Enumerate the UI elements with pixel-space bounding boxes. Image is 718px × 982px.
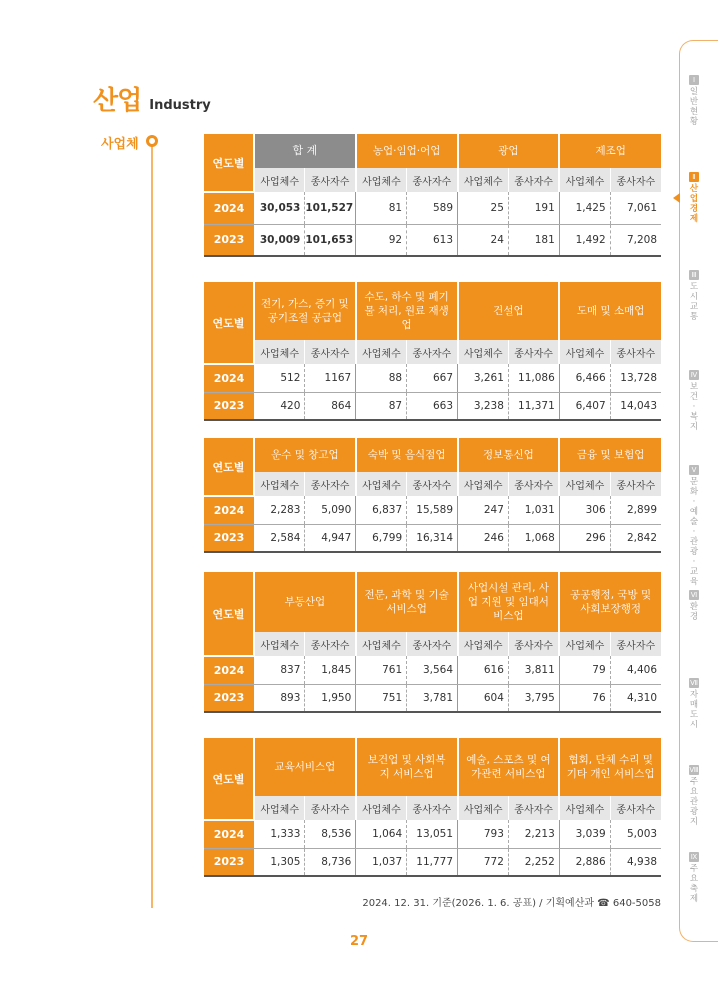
industry-category-header: 숙박 및 음식점업 [356, 438, 458, 472]
employee-count-cell: 3,781 [407, 684, 458, 712]
chapter-tab[interactable] [686, 75, 702, 127]
employee-count-header: 종사자수 [610, 168, 661, 192]
chapter-tab[interactable] [686, 270, 702, 322]
employee-count-header: 종사자수 [508, 168, 559, 192]
employee-count-cell: 181 [508, 224, 559, 256]
employee-count-cell: 1,068 [508, 524, 559, 552]
business-count-header: 사업체수 [458, 340, 509, 364]
employee-count-cell: 2,899 [610, 496, 661, 524]
table-row [204, 192, 661, 224]
table-row [204, 392, 661, 420]
industry-category-header: 운수 및 창고업 [254, 438, 356, 472]
business-count-header: 사업체수 [559, 168, 610, 192]
employee-count-cell: 667 [407, 364, 458, 392]
business-count-header: 사업체수 [254, 168, 305, 192]
business-count-cell: 3,261 [458, 364, 509, 392]
employee-count-cell: 11,371 [508, 392, 559, 420]
industry-category-header: 전기, 가스, 증기 및 공기조절 공급업 [254, 282, 356, 340]
chapter-number-badge: Ⅷ [689, 766, 699, 774]
business-count-cell: 24 [458, 224, 509, 256]
section-label: 사업체 [101, 137, 139, 152]
chapter-label: 자매도시 [689, 690, 699, 730]
page-title [93, 80, 211, 117]
industry-category-header: 금융 및 보험업 [559, 438, 661, 472]
employee-count-cell: 101,527 [305, 192, 356, 224]
business-count-header: 사업체수 [559, 472, 610, 496]
business-count-cell: 25 [458, 192, 509, 224]
chapter-label: 주요관광지 [689, 777, 699, 827]
year-cell: 2024 [204, 820, 254, 848]
industry-category-header: 수도, 하수 및 폐기물 처리, 원료 재생업 [356, 282, 458, 340]
employee-count-header: 종사자수 [407, 168, 458, 192]
employee-count-header: 종사자수 [508, 472, 559, 496]
chapter-label: 문화·예술·관광·교육 [689, 477, 699, 587]
business-count-cell: 3,238 [458, 392, 509, 420]
employee-count-cell: 4,406 [610, 656, 661, 684]
chapter-tab[interactable] [686, 590, 702, 622]
employee-count-header: 종사자수 [305, 168, 356, 192]
business-count-cell: 246 [458, 524, 509, 552]
employee-count-cell: 5,090 [305, 496, 356, 524]
industry-category-header: 광업 [458, 134, 560, 168]
stats-table [204, 282, 661, 421]
year-cell: 2024 [204, 192, 254, 224]
industry-category-header: 공공행정, 국방 및 사회보장행정 [559, 572, 661, 632]
business-count-header: 사업체수 [458, 168, 509, 192]
employee-count-header: 종사자수 [407, 632, 458, 656]
industry-category-header: 정보통신업 [458, 438, 560, 472]
chapter-tab[interactable] [686, 852, 702, 904]
table-row [204, 496, 661, 524]
year-header: 연도별 [204, 282, 254, 364]
business-count-cell: 92 [356, 224, 407, 256]
business-count-cell: 6,799 [356, 524, 407, 552]
stats-table [204, 738, 661, 877]
business-count-cell: 893 [254, 684, 305, 712]
business-count-cell: 2,886 [559, 848, 610, 876]
employee-count-cell: 1167 [305, 364, 356, 392]
business-count-cell: 30,053 [254, 192, 305, 224]
chapter-tab[interactable] [686, 465, 702, 587]
business-count-cell: 3,039 [559, 820, 610, 848]
industry-category-header: 교육서비스업 [254, 738, 356, 796]
employee-count-header: 종사자수 [305, 340, 356, 364]
employee-count-cell: 613 [407, 224, 458, 256]
business-count-cell: 1,037 [356, 848, 407, 876]
employee-count-cell: 1,950 [305, 684, 356, 712]
stats-table [204, 572, 661, 713]
business-count-cell: 761 [356, 656, 407, 684]
year-cell: 2023 [204, 224, 254, 256]
employee-count-cell: 1,845 [305, 656, 356, 684]
business-count-cell: 772 [458, 848, 509, 876]
employee-count-cell: 2,252 [508, 848, 559, 876]
business-count-cell: 88 [356, 364, 407, 392]
industry-category-header: 예술, 스포츠 및 여가관련 서비스업 [458, 738, 560, 796]
employee-count-cell: 7,208 [610, 224, 661, 256]
employee-count-header: 종사자수 [610, 796, 661, 820]
employee-count-cell: 16,314 [407, 524, 458, 552]
employee-count-cell: 191 [508, 192, 559, 224]
employee-count-cell: 3,795 [508, 684, 559, 712]
employee-count-cell: 663 [407, 392, 458, 420]
chapter-tab[interactable] [686, 370, 702, 432]
business-count-header: 사업체수 [356, 632, 407, 656]
employee-count-header: 종사자수 [508, 340, 559, 364]
business-count-cell: 81 [356, 192, 407, 224]
year-header: 연도별 [204, 572, 254, 656]
chapter-number-badge: Ⅳ [690, 371, 698, 379]
employee-count-header: 종사자수 [610, 632, 661, 656]
business-count-cell: 616 [458, 656, 509, 684]
industry-category-header: 제조업 [559, 134, 661, 168]
chapter-label: 환경 [689, 602, 699, 622]
business-count-cell: 6,466 [559, 364, 610, 392]
employee-count-header: 종사자수 [407, 340, 458, 364]
business-count-cell: 6,837 [356, 496, 407, 524]
employee-count-cell: 4,947 [305, 524, 356, 552]
year-cell: 2023 [204, 684, 254, 712]
business-count-cell: 79 [559, 656, 610, 684]
industry-category-header: 합 계 [254, 134, 356, 168]
employee-count-cell: 2,213 [508, 820, 559, 848]
section-timeline-line [151, 143, 153, 908]
industry-category-header: 사업시설 관리, 사업 지원 및 임대서비스업 [458, 572, 560, 632]
chapter-label: 주요축제 [689, 864, 699, 904]
chapter-label: 도시교통 [689, 282, 699, 322]
business-count-header: 사업체수 [254, 632, 305, 656]
industry-category-header: 전문, 과학 및 기술서비스업 [356, 572, 458, 632]
business-count-header: 사업체수 [458, 796, 509, 820]
year-cell: 2024 [204, 364, 254, 392]
employee-count-cell: 15,589 [407, 496, 458, 524]
industry-category-header: 건설업 [458, 282, 560, 340]
employee-count-cell: 11,086 [508, 364, 559, 392]
table-row [204, 224, 661, 256]
chapter-number-badge: Ⅸ [690, 853, 698, 861]
employee-count-cell: 5,003 [610, 820, 661, 848]
business-count-cell: 30,009 [254, 224, 305, 256]
employee-count-cell: 8,736 [305, 848, 356, 876]
business-count-cell: 247 [458, 496, 509, 524]
source-note: 2024. 12. 31. 기준(2026. 1. 6. 공표) / 기획예산과 ☎ 640-5058 [362, 898, 661, 909]
business-count-header: 사업체수 [356, 340, 407, 364]
business-count-cell: 1,333 [254, 820, 305, 848]
employee-count-cell: 4,310 [610, 684, 661, 712]
business-count-cell: 793 [458, 820, 509, 848]
employee-count-cell: 7,061 [610, 192, 661, 224]
stats-table [204, 134, 661, 257]
business-count-cell: 6,407 [559, 392, 610, 420]
table-row [204, 848, 661, 876]
chapter-number-badge: Ⅱ [689, 172, 699, 182]
active-chapter-arrow-icon [673, 193, 680, 203]
year-cell: 2023 [204, 392, 254, 420]
business-count-cell: 512 [254, 364, 305, 392]
chapter-number-badge: Ⅴ [689, 465, 699, 475]
chapter-number-badge: Ⅰ [689, 75, 699, 85]
employee-count-header: 종사자수 [610, 472, 661, 496]
page-number: 27 [349, 934, 369, 949]
employee-count-header: 종사자수 [407, 472, 458, 496]
table-row [204, 820, 661, 848]
business-count-cell: 2,584 [254, 524, 305, 552]
employee-count-header: 종사자수 [610, 340, 661, 364]
section-marker-dot [146, 135, 158, 147]
chapter-label: 일반현황 [689, 87, 699, 127]
employee-count-cell: 1,031 [508, 496, 559, 524]
business-count-header: 사업체수 [458, 632, 509, 656]
chapter-number-badge: Ⅵ [690, 591, 698, 599]
business-count-header: 사업체수 [356, 168, 407, 192]
employee-count-cell: 11,777 [407, 848, 458, 876]
employee-count-header: 종사자수 [508, 632, 559, 656]
employee-count-cell: 13,728 [610, 364, 661, 392]
employee-count-cell: 8,536 [305, 820, 356, 848]
employee-count-cell: 589 [407, 192, 458, 224]
employee-count-header: 종사자수 [305, 796, 356, 820]
business-count-header: 사업체수 [254, 796, 305, 820]
employee-count-cell: 864 [305, 392, 356, 420]
business-count-cell: 2,283 [254, 496, 305, 524]
business-count-cell: 296 [559, 524, 610, 552]
business-count-header: 사업체수 [559, 796, 610, 820]
table-row [204, 656, 661, 684]
employee-count-header: 종사자수 [508, 796, 559, 820]
employee-count-cell: 101,653 [305, 224, 356, 256]
year-cell: 2023 [204, 848, 254, 876]
industry-category-header: 도매 및 소매업 [559, 282, 661, 340]
business-count-header: 사업체수 [559, 340, 610, 364]
business-count-cell: 1,425 [559, 192, 610, 224]
business-count-header: 사업체수 [356, 796, 407, 820]
employee-count-cell: 2,842 [610, 524, 661, 552]
year-header: 연도별 [204, 134, 254, 192]
table-row [204, 524, 661, 552]
business-count-cell: 87 [356, 392, 407, 420]
year-header: 연도별 [204, 738, 254, 820]
industry-category-header: 부동산업 [254, 572, 356, 632]
industry-category-header: 협회, 단체 수리 및 기타 개인 서비스업 [559, 738, 661, 796]
business-count-cell: 76 [559, 684, 610, 712]
employee-count-header: 종사자수 [407, 796, 458, 820]
employee-count-header: 종사자수 [305, 632, 356, 656]
chapter-number-badge: Ⅲ [689, 270, 699, 280]
employee-count-cell: 14,043 [610, 392, 661, 420]
business-count-header: 사업체수 [254, 340, 305, 364]
employee-count-cell: 13,051 [407, 820, 458, 848]
chapter-label: 보건·복지 [689, 382, 699, 432]
business-count-cell: 1,492 [559, 224, 610, 256]
business-count-cell: 837 [254, 656, 305, 684]
chapter-label: 산업경제 [689, 184, 699, 224]
employee-count-cell: 3,564 [407, 656, 458, 684]
chapter-number-badge: Ⅶ [690, 679, 698, 687]
table-row [204, 364, 661, 392]
business-count-header: 사업체수 [559, 632, 610, 656]
employee-count-cell: 3,811 [508, 656, 559, 684]
chapter-tab[interactable] [686, 765, 702, 827]
industry-category-header: 농업·임업·어업 [356, 134, 458, 168]
business-count-header: 사업체수 [356, 472, 407, 496]
title-korean: 산업 [93, 86, 142, 116]
table-row [204, 684, 661, 712]
chapter-tab[interactable] [686, 678, 702, 730]
business-count-header: 사업체수 [458, 472, 509, 496]
business-count-cell: 420 [254, 392, 305, 420]
chapter-tab[interactable] [686, 172, 702, 224]
stats-table [204, 438, 661, 553]
business-count-cell: 604 [458, 684, 509, 712]
year-cell: 2023 [204, 524, 254, 552]
year-cell: 2024 [204, 656, 254, 684]
employee-count-header: 종사자수 [305, 472, 356, 496]
year-header: 연도별 [204, 438, 254, 496]
business-count-cell: 751 [356, 684, 407, 712]
industry-category-header: 보건업 및 사회복지 서비스업 [356, 738, 458, 796]
year-cell: 2024 [204, 496, 254, 524]
employee-count-cell: 4,938 [610, 848, 661, 876]
business-count-cell: 1,064 [356, 820, 407, 848]
title-english: Industry [149, 98, 211, 113]
business-count-cell: 306 [559, 496, 610, 524]
business-count-header: 사업체수 [254, 472, 305, 496]
business-count-cell: 1,305 [254, 848, 305, 876]
